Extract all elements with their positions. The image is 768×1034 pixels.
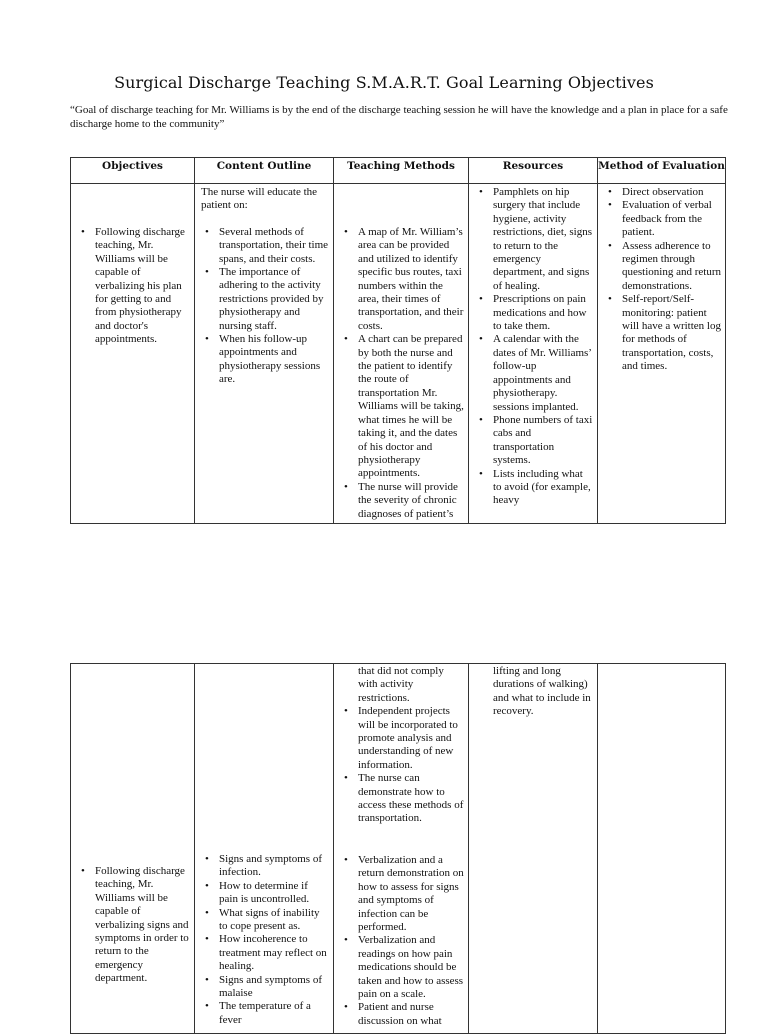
- list-item: • What signs of inability to cope present as.: [199, 907, 329, 934]
- document-title: Surgical Discharge Teaching S.M.A.R.T. Goal Learning Objectives: [114, 73, 654, 92]
- list-item: • Assess adherence to regimen through questioning and return demonstrations.: [602, 240, 721, 294]
- list-item: • Lists including what to avoid (for example, heavy: [473, 468, 593, 508]
- evaluation-cell: [598, 664, 726, 1034]
- list-item: • A chart can be prepared by both the nurse and the patient to identify the route of transportation Mr. Williams will be taking, what times he will be taking it, and the dates of his doctor and physiotherapy appointments.: [338, 333, 464, 480]
- list-item: • When his follow-up appointments and physiotherapy sessions are.: [199, 333, 329, 387]
- list-item: • Signs and symptoms of malaise: [199, 974, 329, 1001]
- list-item: • Independent projects will be incorporated to promote analysis and understanding of new information.: [338, 705, 464, 772]
- list-item: • Evaluation of verbal feedback from the patient.: [602, 199, 721, 239]
- content-outline-cell: [195, 664, 334, 1034]
- teaching-methods-cell: [334, 184, 469, 524]
- evaluation-cell: [598, 184, 726, 524]
- teaching-methods-cell: [334, 664, 469, 1034]
- list-item: • Following discharge teaching, Mr. Williams will be capable of verbalizing signs and symptoms in order to return to the emergency department.: [75, 865, 190, 986]
- objectives-table-page1: [70, 157, 726, 524]
- header-content-outline: Content Outline: [195, 158, 334, 184]
- list-item: • The temperature of a fever: [199, 1000, 329, 1027]
- list-item: • Prescriptions on pain medications and how to take them.: [473, 293, 593, 333]
- objectives-table-page2: [70, 663, 726, 1034]
- list-item: • Following discharge teaching, Mr. Williams will be capable of verbalizing his plan for getting to and from physiotherapy and doctor's appointments.: [75, 226, 190, 347]
- objective-cell: [71, 664, 195, 1034]
- teaching-continuation: that did not comply with activity restrictions.: [358, 665, 444, 704]
- list-item: • Self-report/Self-monitoring: patient will have a written log for methods of transportation, costs, and times.: [602, 293, 721, 373]
- content-outline-cell: [195, 184, 334, 524]
- list-item: • A map of Mr. William’s area can be provided and utilized to identify specific bus routes, taxi numbers within the area, their times of transportation, and their costs.: [338, 226, 464, 333]
- list-item: • Phone numbers of taxi cabs and transportation systems.: [473, 414, 593, 468]
- table-row: [71, 184, 726, 524]
- resources-cell: [469, 184, 598, 524]
- list-item: • The importance of adhering to the activity restrictions provided by physiotherapy and nursing staff.: [199, 266, 329, 333]
- list-item: • A calendar with the dates of Mr. Williams’ follow-up appointments and physiotherapy. sessions implanted.: [473, 333, 593, 413]
- list-item: • The nurse can demonstrate how to access these methods of transportation.: [338, 772, 464, 826]
- content-intro: The nurse will educate the patient on:: [201, 186, 318, 212]
- objective-cell: [71, 184, 195, 524]
- table-row: [71, 664, 726, 1034]
- list-item: • Patient and nurse discussion on what: [338, 1001, 464, 1028]
- list-item: • Direct observation: [602, 186, 721, 199]
- list-item: • Pamphlets on hip surgery that include hygiene, activity restrictions, diet, signs to return to the emergency department, and signs of healing.: [473, 186, 593, 293]
- list-item: • How to determine if pain is uncontrolled.: [199, 880, 329, 907]
- resources-cell: [469, 664, 598, 1034]
- list-item: • Verbalization and a return demonstration on how to assess for signs and symptoms of infection can be performed.: [338, 854, 464, 934]
- header-resources: Resources: [469, 158, 598, 184]
- list-item: • The nurse will provide the severity of chronic diagnoses of patient’s: [338, 481, 464, 521]
- header-method-of-evaluation: Method of Evaluation: [598, 158, 726, 184]
- header-objectives: Objectives: [71, 158, 195, 184]
- list-item: • How incoherence to treatment may reflect on healing.: [199, 933, 329, 973]
- list-item: • Several methods of transportation, their time spans, and their costs.: [199, 226, 329, 266]
- list-item: • Signs and symptoms of infection.: [199, 853, 329, 880]
- header-teaching-methods: Teaching Methods: [334, 158, 469, 184]
- list-item: • Verbalization and readings on how pain medications should be taken and how to assess pain on a scale.: [338, 934, 464, 1001]
- table-header-row: [71, 158, 726, 184]
- resources-continuation: lifting and long durations of walking) and what to include in recovery.: [493, 665, 591, 718]
- goal-statement: “Goal of discharge teaching for Mr. Williams is by the end of the discharge teaching session he will have the knowledge and a plan in place for a safe discharge home to the community”: [70, 104, 728, 130]
